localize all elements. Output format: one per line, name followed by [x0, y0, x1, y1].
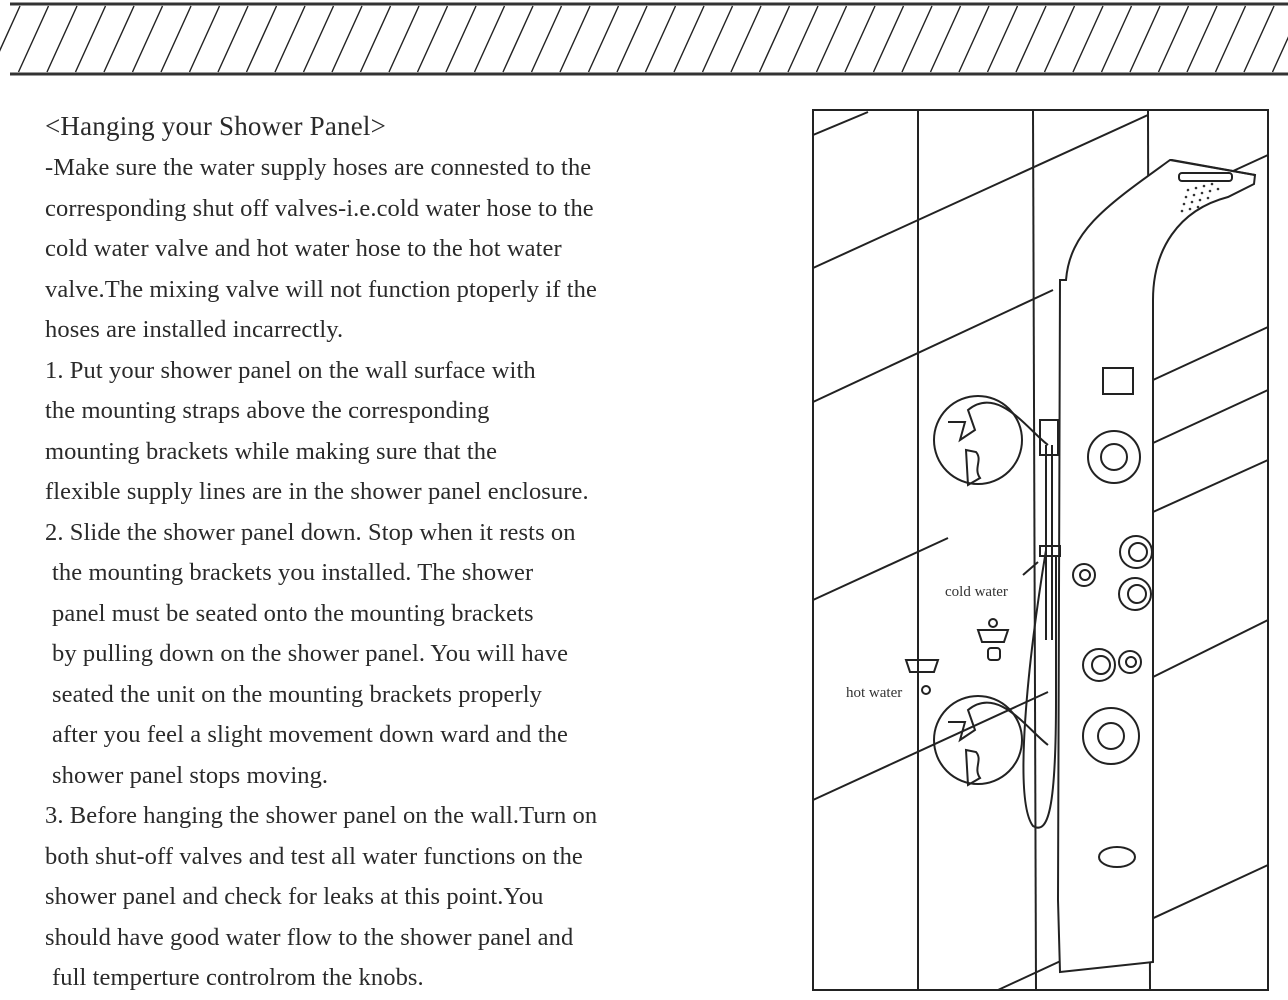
step-2-line: 2. Slide the shower panel down. Stop when it rests on [45, 518, 576, 546]
section-title: <Hanging your Shower Panel> [45, 111, 387, 141]
cold-water-label: cold water [945, 584, 1008, 600]
hatch-border-band [0, 0, 1288, 80]
text-line: corresponding shut off valves-i.e.cold water hose to the [45, 194, 594, 222]
step-3-line: 3. Before hanging the shower panel on the wall.Turn on [45, 802, 598, 829]
text-line: by pulling down on the shower panel. You will have [52, 640, 569, 667]
text-line: shower panel stops moving. [52, 761, 329, 789]
text-line: hoses are installed incarrectly. [45, 316, 344, 343]
text-line: cold water valve and hot water hose to the hot water [45, 235, 562, 262]
text-line: valve.The mixing valve will not function ptoperly if the [45, 275, 597, 303]
text-line: -Make sure the water supply hoses are connested to the [45, 154, 592, 181]
text-line: full temperture controlrom the knobs. [52, 964, 424, 991]
text-line: mounting brackets while making sure that the [45, 437, 498, 465]
text-line: shower panel and check for leaks at this point.You [45, 883, 544, 910]
text-line: the mounting straps above the corresponding [45, 397, 490, 424]
text-line: both shut-off valves and test all water functions on the [45, 842, 583, 870]
text-line: flexible supply lines are in the shower panel enclosure. [45, 478, 589, 505]
shower-panel-illustration [808, 100, 1282, 996]
text-line: seated the unit on the mounting brackets properly [52, 680, 543, 708]
instructions-text [45, 106, 785, 999]
text-line: should have good water flow to the shower panel and [45, 923, 574, 951]
step-1-line: 1. Put your shower panel on the wall surface with [45, 356, 536, 384]
hot-water-label: hot water [846, 685, 903, 701]
text-line: after you feel a slight movement down ward and the [52, 721, 568, 748]
text-line: panel must be seated onto the mounting brackets [52, 599, 534, 627]
text-line: the mounting brackets you installed. The shower [52, 559, 534, 586]
